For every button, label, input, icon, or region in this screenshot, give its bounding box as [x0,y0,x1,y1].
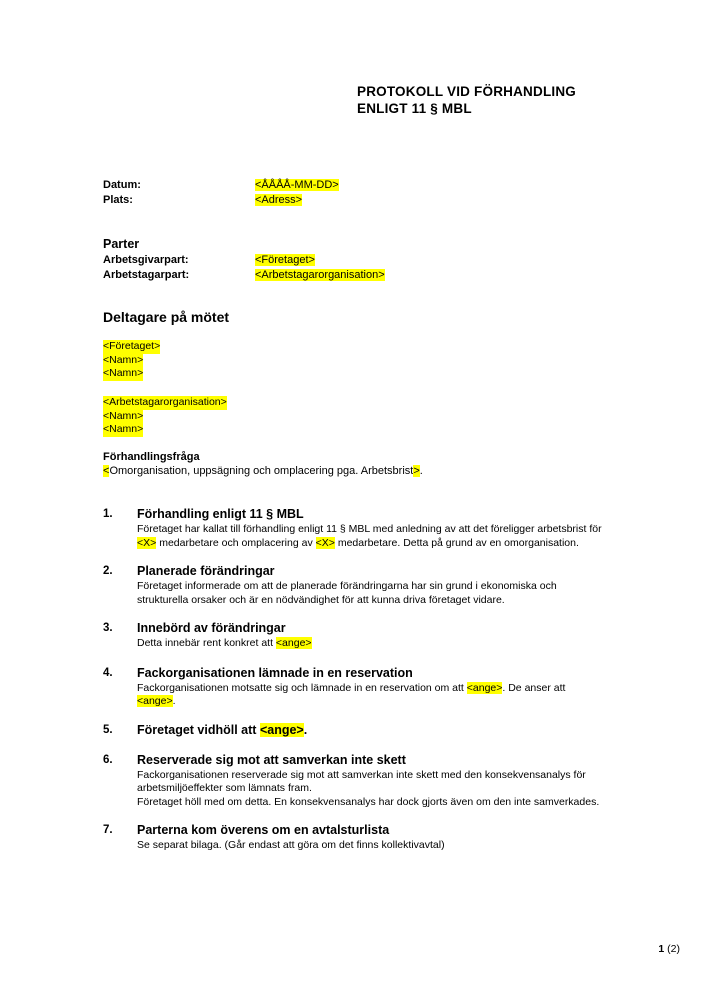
deltagare-name-1-1: <Namn> [103,353,144,366]
deltagare-name-2-1: <Namn> [103,409,144,422]
item-3 [103,620,603,651]
forhandlingsfraga-text [103,464,423,478]
deltagare-group-arbetstagarorganisation [103,396,227,437]
numbered-items-list [103,506,603,853]
item-2-body: Företaget informerade om att de planerade förändringarna har sin grund i ekonomiska och strukturella orsaker och är en nödvändighet för att kunna driva företaget vidare. [137,580,557,606]
deltagare-group-foretaget [103,340,160,381]
deltagare-org-2: <Arbetstagarorganisation> [103,396,227,408]
forhandlingsfraga-block [103,450,423,478]
item-6-heading: Reserverade sig mot att samverkan inte skett [137,752,406,767]
item-3-number: 3. [103,622,113,634]
forhandlingsfraga-heading: Förhandlingsfråga [103,451,200,463]
item-4-body: Fackorganisationen motsatte sig och lämnade in en reservation om att <ange>. De anser att <ange>. [137,681,566,707]
item-5-number: 5. [103,723,113,736]
forhandlingsfraga-close-bracket: > [413,465,420,477]
parter-block [103,236,385,282]
parter-label-arbetsgivarpart: Arbetsgivarpart: [103,254,189,266]
footer-current-page: 1 [658,943,665,955]
item-1 [103,506,603,550]
item-3-heading: Innebörd av förändringar [137,621,286,635]
meta-label-plats: Plats: [103,193,133,206]
deltagare-heading: Deltagare på mötet [103,309,230,325]
meta-label-datum: Datum: [103,179,141,191]
item-3-body: Detta innebär rent konkret att <ange> [137,637,312,649]
document-title [357,83,576,117]
item-7-body: Se separat bilaga. (Går endast att göra om det finns kollektivavtal) [137,839,445,851]
item-5 [103,722,603,738]
meta-block [103,178,339,207]
parter-label-arbetstagarpart: Arbetstagarpart: [103,268,190,281]
parter-value-arbetstagarpart: <Arbetstagarorganisation> [255,268,385,281]
deltagare-name-1-2: <Namn> [103,367,144,379]
parter-heading: Parter [103,237,140,251]
forhandlingsfraga-open-bracket: < [103,465,110,477]
item-4-heading: Fackorganisationen lämnade in en reservation [137,665,413,680]
item-6 [103,752,603,810]
item-1-heading: Förhandling enligt 11 § MBL [137,507,304,521]
item-4-number: 4. [103,666,113,679]
item-7 [103,822,603,853]
meta-value-datum: <ÅÅÅÅ-MM-DD> [255,179,339,191]
forhandlingsfraga-body: Omorganisation, uppsägning och omplacering pga. Arbetsbrist [109,465,414,477]
item-6-number: 6. [103,753,113,766]
item-1-body: Företaget har kallat till förhandling enligt 11 § MBL med anledning av att det föreligger arbetsbrist för <X> medarbetare och omplacering av <X> medarbetare. Detta på grund av en omorganisation. [137,523,602,549]
parter-value-arbetsgivarpart: <Företaget> [255,254,315,266]
deltagare-org-1: <Företaget> [103,340,161,352]
item-2-heading: Planerade förändringar [137,564,275,578]
page-footer: 1 (2) [658,943,680,955]
item-6-body: Fackorganisationen reserverade sig mot att samverkan inte skett med den konsekvensanalys för arbetsmiljöeffekter som lämnats fram. Företaget höll med om detta. En konsekvensanalys har dock gjorts även om den inte samverkades. [137,768,600,808]
forhandlingsfraga-trailing: . [419,465,423,477]
meta-row-plats [103,193,339,208]
title-line-2: ENLIGT 11 § MBL [357,101,472,116]
item-2 [103,563,603,607]
item-7-number: 7. [103,824,113,836]
parter-row-arbetsgivarpart [103,253,385,268]
title-line-1: PROTOKOLL VID FÖRHANDLING [357,84,577,99]
item-4 [103,665,603,709]
parter-row-arbetstagarpart [103,268,385,283]
item-5-heading: Företaget vidhöll att <ange>. [137,722,308,737]
meta-value-plats: <Adress> [255,193,303,206]
item-1-number: 1. [103,508,113,520]
meta-row-datum [103,178,339,193]
item-2-number: 2. [103,565,113,577]
item-7-heading: Parterna kom överens om en avtalsturlista [137,823,390,837]
deltagare-name-2-2: <Namn> [103,423,144,435]
